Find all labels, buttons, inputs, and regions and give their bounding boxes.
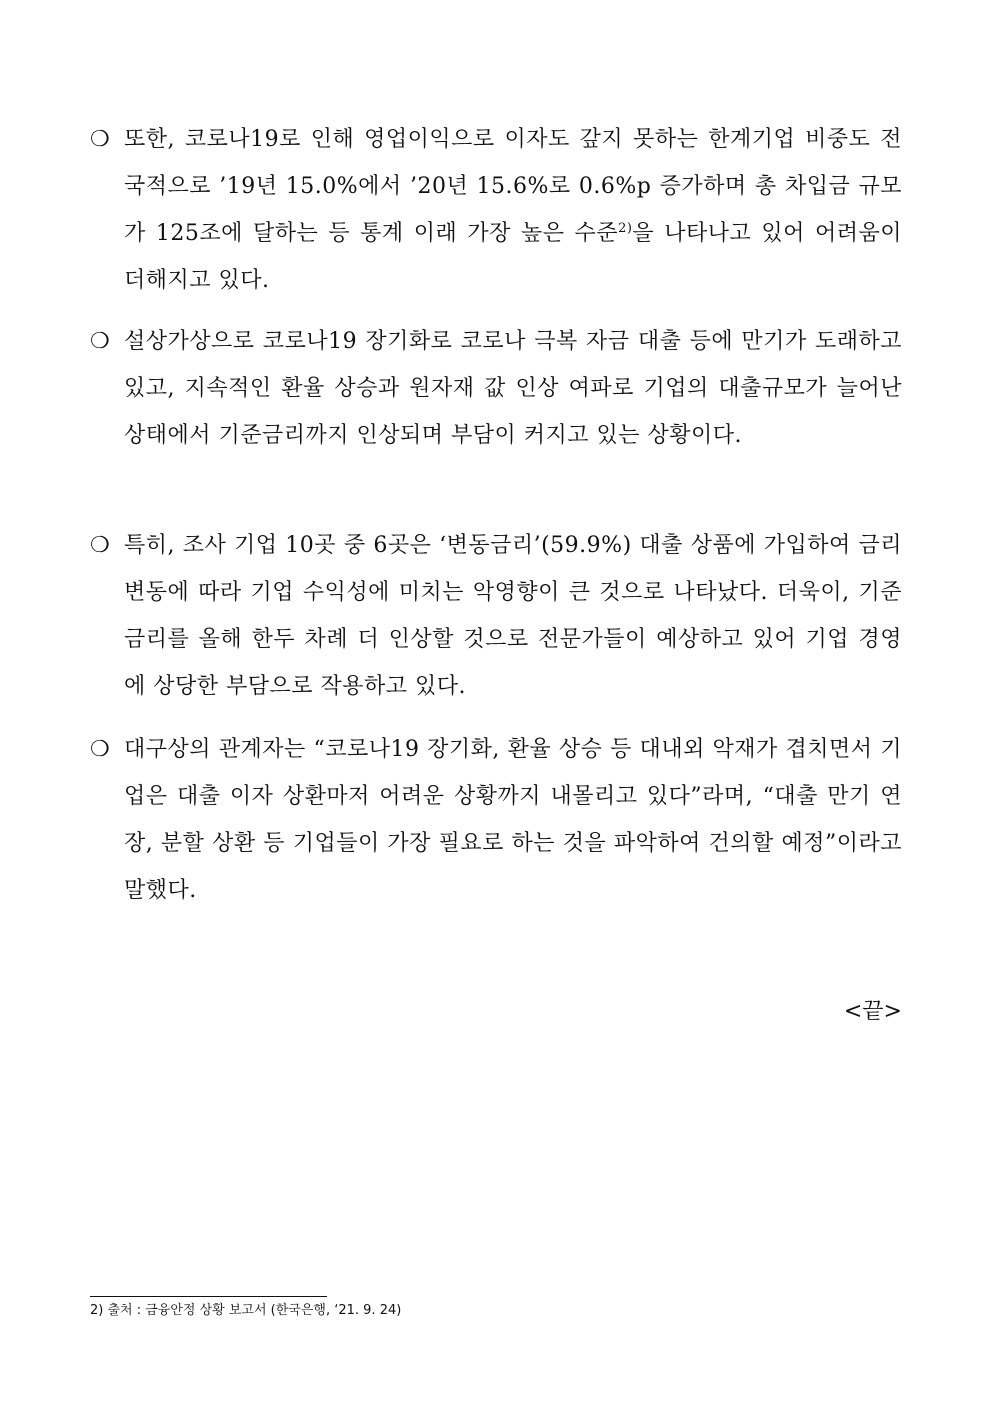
paragraph-3 bbox=[90, 522, 902, 710]
paragraph-4 bbox=[90, 726, 902, 914]
footnote-divider bbox=[90, 1296, 327, 1297]
paragraph-text: 설상가상으로 코로나19 장기화로 코로나 극복 자금 대출 등에 만기가 도래하고 있고, 지속적인 환율 상승과 원자재 값 인상 여파로 기업의 대출규모가 늘어난 상태에서 기준금리까지 인상되며 부담이 커지고 있는 상황이다. bbox=[124, 329, 902, 448]
end-mark: <끝> bbox=[843, 999, 902, 1024]
bullet-icon: ❍ bbox=[90, 329, 110, 354]
paragraph-text: 특히, 조사 기업 10곳 중 6곳은 ‘변동금리’(59.9%) 대출 상품에 가입하여 금리 변동에 따라 기업 수익성에 미치는 악영향이 큰 것으로 나타났다. 더욱이, 기준금리를 올해 한두 차례 더 인상할 것으로 전문가들이 예상하고 있어 기업 경영에 상당한 부담으로 작용하고 있다. bbox=[124, 533, 902, 699]
paragraph-text bbox=[124, 116, 902, 304]
paragraph-text-part: 을 나타나고 있어 어려움이 더해지고 있다. bbox=[124, 221, 902, 293]
bullet-icon: ❍ bbox=[90, 533, 110, 558]
footnote: 2) 출처 : 금융안정 상황 보고서 (한국은행, ‘21. 9. 24) bbox=[90, 1303, 402, 1318]
paragraph-2 bbox=[90, 318, 902, 459]
paragraph-text-part: 또한, 코로나19로 인해 영업이익으로 이자도 갚지 못하는 한계기업 비중도 전국적으로 ’19년 15.0%에서 ’20년 15.6%로 0.6%p 증가하며 총 차입금 규모가 125조에 달하는 등 통계 이래 가장 높은 수준 bbox=[124, 127, 902, 246]
bullet-icon: ❍ bbox=[90, 127, 110, 152]
paragraph-1 bbox=[90, 116, 902, 304]
bullet-icon: ❍ bbox=[90, 737, 110, 762]
paragraph-text: 대구상의 관계자는 “코로나19 장기화, 환율 상승 등 대내외 악재가 겹치면서 기업은 대출 이자 상환마저 어려운 상황까지 내몰리고 있다”라며, “대출 만기 연장, 분할 상환 등 기업들이 가장 필요로 하는 것을 파악하여 건의할 예정”이라고 말했다. bbox=[124, 737, 902, 903]
footnote-ref: 2) bbox=[618, 221, 633, 236]
